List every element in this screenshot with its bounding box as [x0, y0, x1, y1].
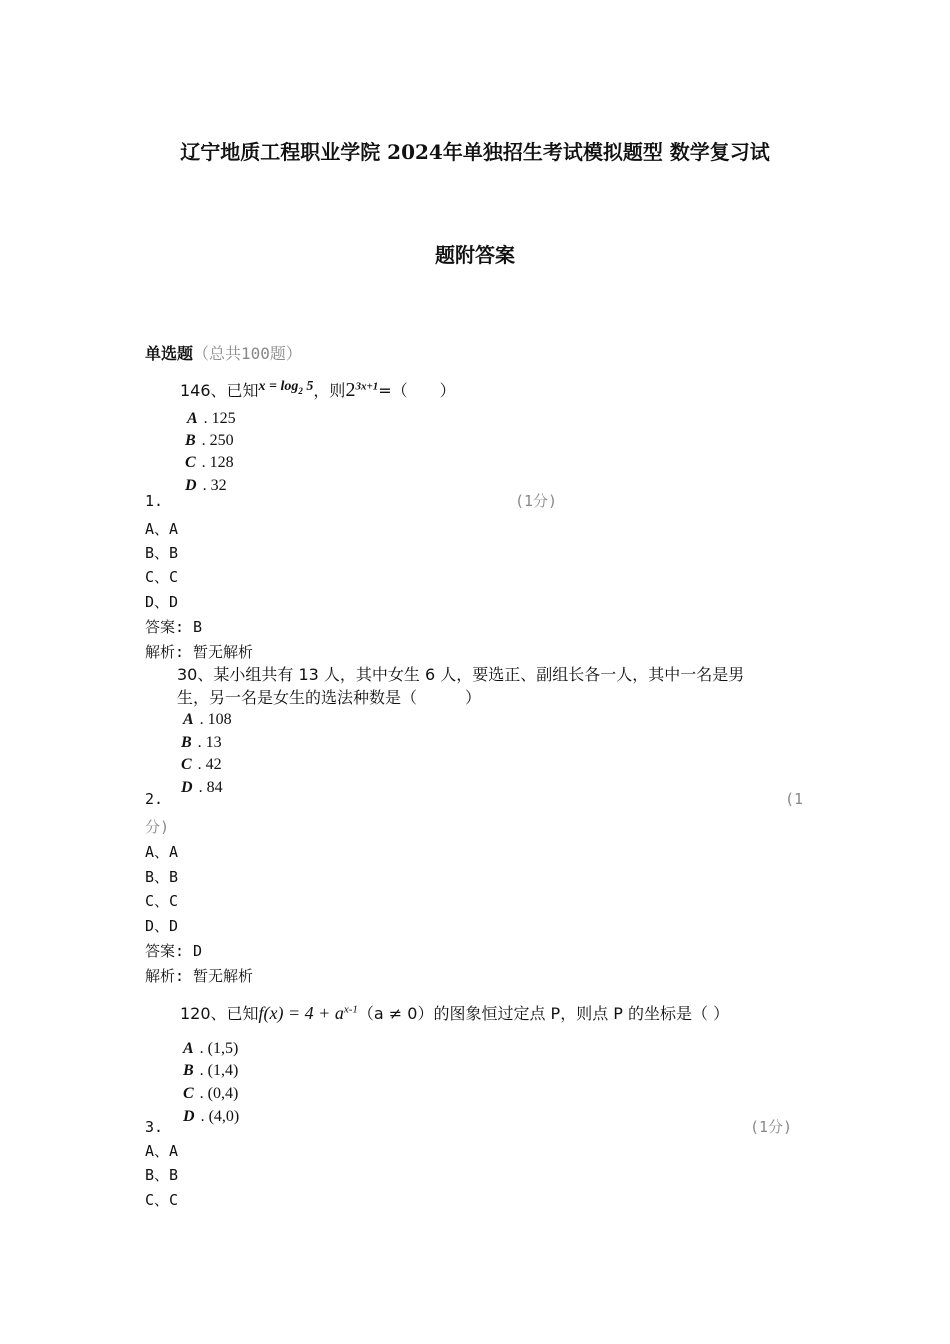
answer: 答案: B — [145, 618, 203, 636]
option: B . (1,4) — [183, 1062, 239, 1079]
answer: 答案: D — [145, 942, 203, 960]
option: A . 108 — [183, 711, 232, 728]
analysis: 解析: 暂无解析 — [145, 967, 254, 985]
choice-b[interactable]: B、B — [145, 1166, 179, 1184]
choice-a[interactable]: A、A — [145, 843, 179, 861]
analysis: 解析: 暂无解析 — [145, 643, 254, 661]
question-number: 1. — [145, 492, 164, 510]
section-heading — [145, 346, 302, 362]
choice-d[interactable]: D、D — [145, 917, 179, 935]
section-count: （总共100题） — [193, 344, 302, 363]
choice-a[interactable]: A、A — [145, 1142, 179, 1160]
option: C . 128 — [185, 454, 234, 471]
doc-title-line1: 辽宁地质工程职业学院 2024年单独招生考试模拟题型 数学复习试 — [180, 140, 770, 164]
choice-c[interactable]: C、C — [145, 892, 179, 910]
question-number: 2. — [145, 790, 164, 808]
choice-c[interactable]: C、C — [145, 568, 179, 586]
question-stem: 146、已知$x = \log_2 5$，则$2^{3x+1}=$（ ） — [180, 379, 456, 401]
choice-a[interactable]: A、A — [145, 520, 179, 538]
question-number: 3. — [145, 1118, 164, 1136]
option: B . 13 — [181, 734, 222, 751]
section-label: 单选题 — [145, 344, 194, 363]
option: D . 32 — [185, 477, 227, 494]
question-stem-line1: 30、某小组共有 13 人，其中女生 6 人，要选正、副组长各一人，其中一名是男 — [177, 665, 745, 684]
question-score: (1分) — [515, 492, 558, 510]
option: B . 250 — [185, 432, 234, 449]
option: A . (1,5) — [183, 1040, 239, 1057]
option: D . (4,0) — [183, 1108, 240, 1125]
question-score: (1 — [785, 790, 804, 808]
doc-title-line2: 题附答案 — [435, 243, 515, 267]
option: C . 42 — [181, 756, 222, 773]
question-score: (1分) — [750, 1118, 793, 1136]
choice-d[interactable]: D、D — [145, 593, 179, 611]
option: A . 125 — [187, 410, 236, 427]
choice-b[interactable]: B、B — [145, 868, 179, 886]
option: D . 84 — [181, 779, 223, 796]
choice-b[interactable]: B、B — [145, 544, 179, 562]
question-stem: 120、已知$f(x) = 4 + a^{x-1}(a \ne 0)$的图象恒过定点 P，则点 P 的坐标是（ ） — [180, 1003, 730, 1023]
option: C . (0,4) — [183, 1085, 239, 1102]
choice-c[interactable]: C、C — [145, 1191, 179, 1209]
question-stem-line2: 生，另一名是女生的选法种数是（ ） — [177, 688, 482, 707]
question-score-cont: 分) — [145, 818, 170, 836]
